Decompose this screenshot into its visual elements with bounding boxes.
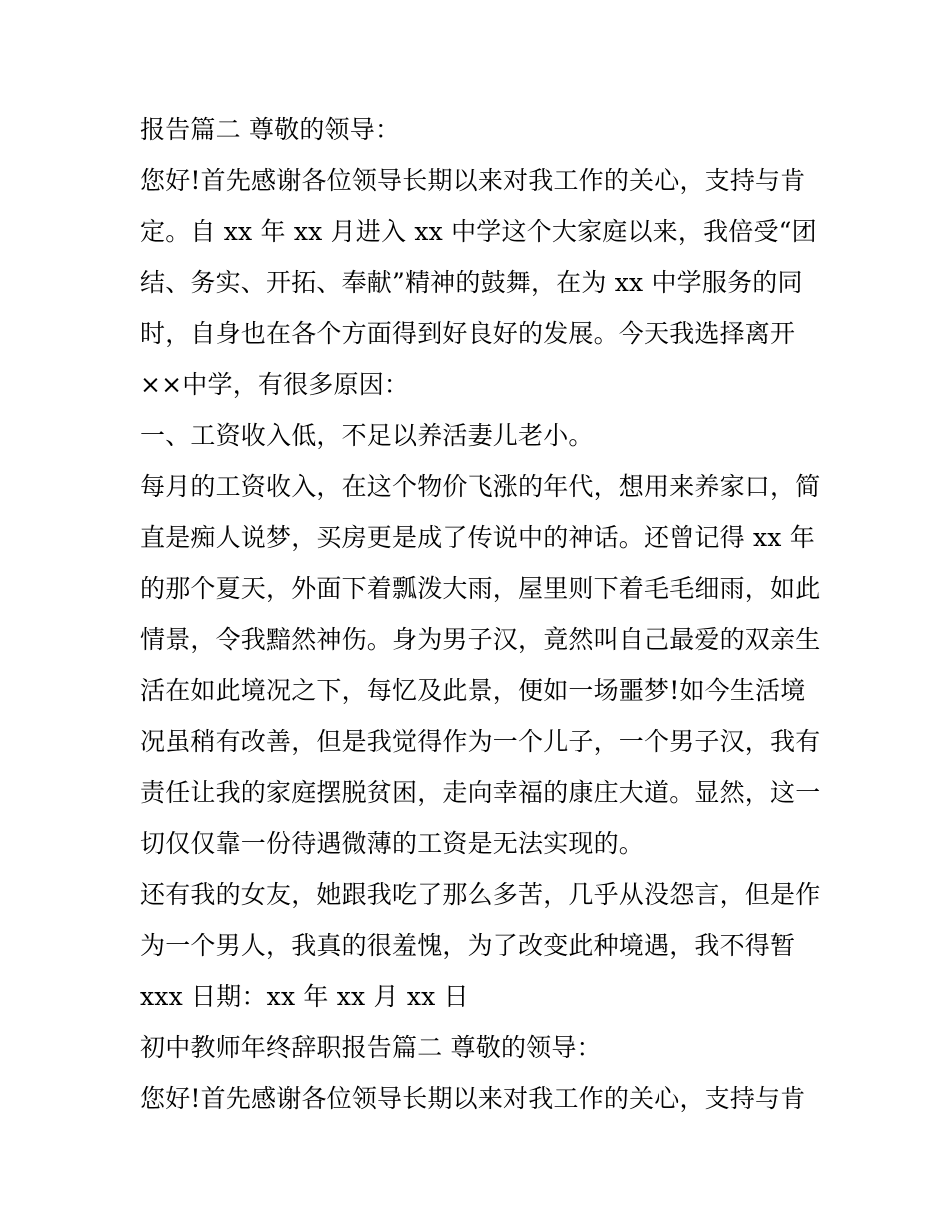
text-line: 况虽稍有改善，但是我觉得作为一个儿子，一个男子汉，我有 <box>140 727 821 756</box>
text-line: 还有我的女友，她跟我吃了那么多苦，几乎从没怨言，但是作 <box>140 880 821 909</box>
text-line: 一、工资收入低，不足以养活妻儿老小。 <box>140 421 594 450</box>
text-line: 为一个男人，我真的很羞愧，为了改变此种境遇，我不得暂 <box>140 931 796 960</box>
text-line: 责任让我的家庭摆脱贫困，走向幸福的康庄大道。显然，这一 <box>140 778 821 807</box>
text-line: 的那个夏天，外面下着瓢泼大雨，屋里则下着毛毛细雨，如此 <box>140 574 821 603</box>
text-line: 您好!首先感谢各位领导长期以来对我工作的关心，支持与肯 <box>140 166 806 195</box>
text-line: 结、务实、开拓、奉献”精神的鼓舞，在为 xx 中学服务的同 <box>140 268 803 297</box>
text-line: 切仅仅靠一份待遇微薄的工资是无法实现的。 <box>140 829 645 858</box>
text-line: xxx 日期：xx 年 xx 月 xx 日 <box>140 982 469 1011</box>
text-line: ××中学，有很多原因： <box>140 370 410 399</box>
text-line: 初中教师年终辞职报告篇二 尊敬的领导： <box>140 1033 602 1062</box>
text-line: 您好!首先感谢各位领导长期以来对我工作的关心，支持与肯 <box>140 1084 806 1113</box>
text-line: 时，自身也在各个方面得到好良好的发展。今天我选择离开 <box>140 319 796 348</box>
text-line: 报告篇二 尊敬的领导： <box>140 115 401 144</box>
text-line: 直是痴人说梦，买房更是成了传说中的神话。还曾记得 xx 年 <box>140 523 815 552</box>
text-line: 每月的工资收入，在这个物价飞涨的年代，想用来养家口，简 <box>140 472 821 501</box>
text-line: 定。自 xx 年 xx 月进入 xx 中学这个大家庭以来，我倍受“团 <box>140 217 817 246</box>
text-line: 情景，令我黯然神伤。身为男子汉，竟然叫自己最爱的双亲生 <box>140 625 821 654</box>
text-line: 活在如此境况之下，每忆及此景，便如一场噩梦!如今生活境 <box>140 676 806 705</box>
